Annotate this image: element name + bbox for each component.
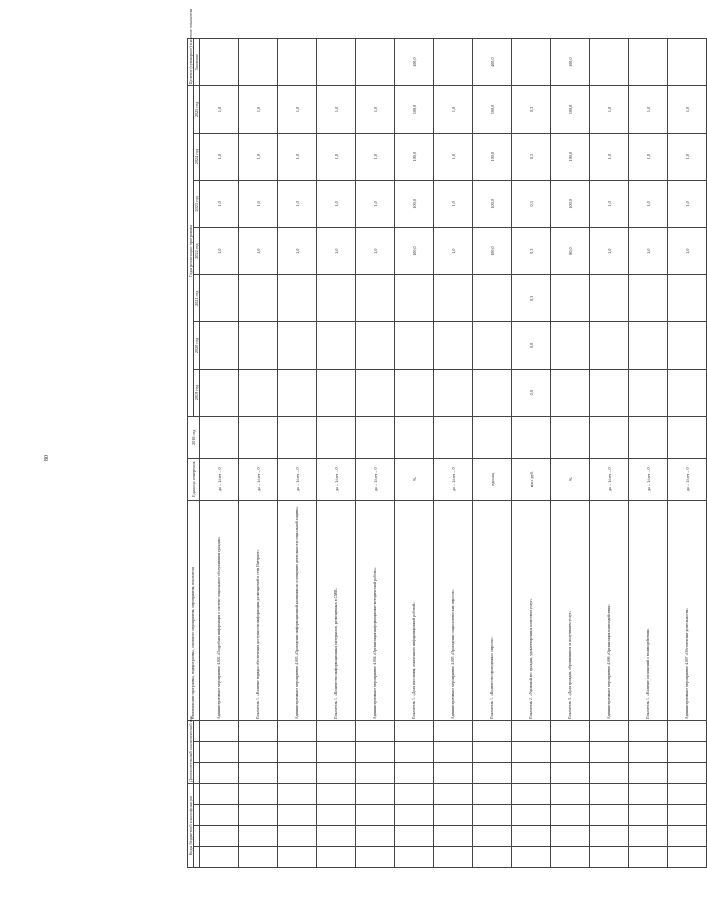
row-value xyxy=(317,369,356,416)
row-value xyxy=(239,39,278,86)
row-value xyxy=(590,369,629,416)
code-cell xyxy=(239,826,278,847)
row-value xyxy=(473,416,512,458)
page-number: 80 xyxy=(44,455,50,461)
row-value xyxy=(200,322,239,369)
code-cell xyxy=(512,826,551,847)
row-value: 0,3 xyxy=(512,133,551,180)
row-value: 100,0 xyxy=(395,180,434,227)
code-cell xyxy=(200,721,239,742)
code-cell xyxy=(395,826,434,847)
row-unit: единиц xyxy=(473,458,512,500)
row-value: 1,0 xyxy=(278,227,317,274)
row-value: 1,0 xyxy=(590,86,629,133)
rotated-table-container xyxy=(187,9,690,868)
row-value: 1,0 xyxy=(278,86,317,133)
row-value: 100,0 xyxy=(395,86,434,133)
row-value xyxy=(668,369,707,416)
row-value: 1,0 xyxy=(668,86,707,133)
code-cell xyxy=(473,784,512,805)
code-cell xyxy=(395,763,434,784)
code-cell xyxy=(668,805,707,826)
codes-budget-header: Коды бюджетной классификации xyxy=(188,784,194,868)
row-unit: % xyxy=(395,458,434,500)
row-value xyxy=(200,39,239,86)
code-cell xyxy=(629,784,668,805)
code-cell xyxy=(434,763,473,784)
row-value xyxy=(200,275,239,322)
row-unit: да – 1/нет – 0 xyxy=(590,458,629,500)
code-cell xyxy=(395,847,434,868)
row-value xyxy=(434,416,473,458)
row-value xyxy=(395,322,434,369)
code-cell xyxy=(278,721,317,742)
table-row xyxy=(356,39,395,868)
row-value xyxy=(395,369,434,416)
row-value: 1,0 xyxy=(317,227,356,274)
row-value xyxy=(317,322,356,369)
code-cell xyxy=(629,742,668,763)
code-cell xyxy=(590,847,629,868)
row-value xyxy=(239,416,278,458)
code-cell xyxy=(551,742,590,763)
code-cell xyxy=(551,847,590,868)
code-cell xyxy=(590,805,629,826)
code-cell xyxy=(551,763,590,784)
code-cell xyxy=(590,763,629,784)
row-value xyxy=(200,369,239,416)
row-value xyxy=(512,416,551,458)
final-header: Целевое (суммарное) значение показателя xyxy=(188,9,193,85)
code-cell xyxy=(356,826,395,847)
code-cell xyxy=(668,784,707,805)
row-value xyxy=(278,275,317,322)
row-value xyxy=(551,369,590,416)
table-row xyxy=(551,39,590,868)
row-value: 100,0 xyxy=(395,227,434,274)
row-value xyxy=(551,322,590,369)
year-header: 2020 год xyxy=(194,322,200,369)
code-cell xyxy=(356,721,395,742)
row-value xyxy=(473,322,512,369)
row-value: 1,0 xyxy=(590,133,629,180)
year-header: 2024 год xyxy=(194,133,200,180)
row-value xyxy=(434,39,473,86)
code-cell xyxy=(668,763,707,784)
code-cell xyxy=(512,763,551,784)
code-cell xyxy=(512,847,551,868)
row-value xyxy=(668,416,707,458)
table-row xyxy=(239,39,278,868)
row-value: 1,0 xyxy=(356,227,395,274)
row-value xyxy=(629,322,668,369)
row-name: Показатель 3. «Доля граждан, обратившихся за получением услуг» xyxy=(551,500,590,720)
row-value xyxy=(239,369,278,416)
row-unit: да – 1/нет – 0 xyxy=(278,458,317,500)
row-value: 1,0 xyxy=(317,180,356,227)
row-value: 1,0 xyxy=(200,86,239,133)
row-unit: да – 1/нет – 0 xyxy=(200,458,239,500)
year-header: 2021 год xyxy=(194,275,200,322)
row-value xyxy=(239,322,278,369)
code-cell xyxy=(200,763,239,784)
code-cell xyxy=(473,847,512,868)
row-name: Показатель 1. «Количество проведенных опросов» xyxy=(473,500,512,720)
code-cell xyxy=(317,763,356,784)
code-cell xyxy=(590,721,629,742)
code-cell xyxy=(473,742,512,763)
row-value xyxy=(590,39,629,86)
code-cell xyxy=(239,847,278,868)
code-cell xyxy=(551,805,590,826)
row-name: Административное мероприятие 4.006 «Организация взаимодействия» xyxy=(590,500,629,720)
row-value: 1,0 xyxy=(239,227,278,274)
code-cell xyxy=(668,847,707,868)
row-value: 0,3 xyxy=(512,180,551,227)
code-cell xyxy=(473,826,512,847)
code-cell xyxy=(239,721,278,742)
row-value: 0,3 xyxy=(512,275,551,322)
code-cell xyxy=(239,742,278,763)
row-value: 1,0 xyxy=(200,180,239,227)
code-cell xyxy=(551,721,590,742)
code-cell xyxy=(512,784,551,805)
row-value: 0,0 xyxy=(512,322,551,369)
row-value xyxy=(239,275,278,322)
code-cell xyxy=(434,742,473,763)
row-value xyxy=(668,322,707,369)
row-name: Показатель 1. «Наличие соглашений о взаимодействии» xyxy=(629,500,668,720)
row-unit: да – 1/нет – 0 xyxy=(629,458,668,500)
code-cell xyxy=(668,826,707,847)
code-cell xyxy=(629,826,668,847)
table-body xyxy=(200,39,707,868)
code-cell xyxy=(590,826,629,847)
code-cell xyxy=(668,742,707,763)
row-value xyxy=(317,39,356,86)
row-value: 1,0 xyxy=(629,86,668,133)
code-cell xyxy=(356,763,395,784)
table-row xyxy=(434,39,473,868)
row-value xyxy=(356,369,395,416)
code-cell xyxy=(356,784,395,805)
row-value: 1,0 xyxy=(239,133,278,180)
row-value: 1,0 xyxy=(590,180,629,227)
row-value: 80,0 xyxy=(551,227,590,274)
code-cell xyxy=(278,847,317,868)
year-header: 2025 год xyxy=(194,86,200,133)
implementation-header: Годы реализации программы xyxy=(188,86,194,416)
code-cell xyxy=(473,805,512,826)
code-cell xyxy=(317,784,356,805)
row-value: 100,0 xyxy=(473,133,512,180)
row-value xyxy=(356,322,395,369)
code-cell xyxy=(629,805,668,826)
code-cell xyxy=(356,742,395,763)
row-value: 1,0 xyxy=(434,133,473,180)
row-value: 100,0 xyxy=(473,86,512,133)
code-cell xyxy=(434,826,473,847)
row-value: 1,0 xyxy=(629,227,668,274)
code-cell xyxy=(434,784,473,805)
row-unit: да – 1/нет – 0 xyxy=(668,458,707,500)
row-name: Административное мероприятие 4.004 «Организация информационно-методической работы» xyxy=(356,500,395,720)
row-value xyxy=(590,416,629,458)
code-cell xyxy=(239,784,278,805)
table-row xyxy=(317,39,356,868)
row-name: Административное мероприятие 4.003 «Проведение информационной кампании по освещению деятельности социальной защиты» xyxy=(278,500,317,720)
row-value xyxy=(317,275,356,322)
row-value: 1,0 xyxy=(317,86,356,133)
row-value: 100,0 xyxy=(551,39,590,86)
unit-header: Единица измерения xyxy=(188,458,200,500)
row-value xyxy=(434,275,473,322)
code-cell xyxy=(434,805,473,826)
row-value xyxy=(668,39,707,86)
year-header: 2023 год xyxy=(194,180,200,227)
code-cell xyxy=(551,784,590,805)
code-cell xyxy=(200,847,239,868)
row-value xyxy=(629,39,668,86)
row-value: 100,0 xyxy=(551,133,590,180)
year-header: 2022 год xyxy=(194,227,200,274)
table-row xyxy=(473,39,512,868)
row-value: 100,0 xyxy=(473,180,512,227)
row-value xyxy=(278,322,317,369)
row-value xyxy=(668,275,707,322)
row-value: 1,0 xyxy=(278,180,317,227)
row-unit: да – 1/нет – 0 xyxy=(317,458,356,500)
row-value: 1,0 xyxy=(200,133,239,180)
code-cell xyxy=(317,742,356,763)
code-cell xyxy=(551,826,590,847)
row-value xyxy=(512,39,551,86)
code-cell xyxy=(200,826,239,847)
row-value: 1,0 xyxy=(590,227,629,274)
row-value: 1,0 xyxy=(629,133,668,180)
code-cell xyxy=(239,805,278,826)
row-value: 100,0 xyxy=(395,133,434,180)
row-value xyxy=(551,416,590,458)
row-unit: да – 1/нет – 0 xyxy=(356,458,395,500)
code-cell xyxy=(395,742,434,763)
table-row xyxy=(512,39,551,868)
final-sub-header: Значение xyxy=(194,39,200,86)
row-value xyxy=(200,416,239,458)
row-value: 1,0 xyxy=(668,133,707,180)
code-cell xyxy=(668,721,707,742)
row-value xyxy=(356,416,395,458)
analytic-code-header: Дополнительный аналитический код xyxy=(188,716,193,783)
code-cell xyxy=(629,847,668,868)
row-value: 1,0 xyxy=(278,133,317,180)
code-cell xyxy=(395,805,434,826)
row-unit: да – 1/нет – 0 xyxy=(239,458,278,500)
row-value: 1,0 xyxy=(317,133,356,180)
row-value xyxy=(434,322,473,369)
row-value: 1,0 xyxy=(434,180,473,227)
table-row xyxy=(668,39,707,868)
row-value xyxy=(356,39,395,86)
code-cell xyxy=(473,721,512,742)
row-value: 1,0 xyxy=(200,227,239,274)
code-cell xyxy=(434,721,473,742)
row-name: Административное мероприятие 4.005 «Проведение социологических опросов» xyxy=(434,500,473,720)
code-cell xyxy=(590,742,629,763)
row-name: Показатель 1. «Доля населения, охваченного информационной работой» xyxy=(395,500,434,720)
program-table xyxy=(187,9,707,868)
row-value xyxy=(473,369,512,416)
table-row xyxy=(590,39,629,868)
row-value: 1,0 xyxy=(356,86,395,133)
row-value: 1,0 xyxy=(239,86,278,133)
code-cell xyxy=(512,742,551,763)
table-row xyxy=(200,39,239,868)
row-value xyxy=(590,275,629,322)
row-value: 100,0 xyxy=(551,86,590,133)
row-value: 100,0 xyxy=(395,39,434,86)
table-row xyxy=(278,39,317,868)
code-cell xyxy=(395,721,434,742)
year-header: 2019 год xyxy=(194,369,200,416)
row-value: 1,0 xyxy=(239,180,278,227)
row-value: 1,0 xyxy=(629,180,668,227)
row-unit: да – 1/нет – 0 xyxy=(434,458,473,500)
code-cell xyxy=(200,805,239,826)
code-cell xyxy=(239,763,278,784)
table-row xyxy=(395,39,434,868)
code-cell xyxy=(317,805,356,826)
code-cell xyxy=(317,721,356,742)
row-value xyxy=(395,275,434,322)
row-name: Показатель 1. «Наличие порядка обеспечения доступности информации, размещаемой в сети Интернет» xyxy=(239,500,278,720)
code-cell xyxy=(395,784,434,805)
row-value xyxy=(551,275,590,322)
row-name: Показатель 2. «Удельный вес граждан, удовлетворенных качеством услуг» xyxy=(512,500,551,720)
row-value: 100,0 xyxy=(473,227,512,274)
row-value xyxy=(473,275,512,322)
row-value xyxy=(590,322,629,369)
row-value: 1,0 xyxy=(668,180,707,227)
year-2018-header: 2018 год xyxy=(188,416,200,458)
row-name: Административное мероприятие 4.002 «Подробная информация о системе социального обслуживания граждан» xyxy=(200,500,239,720)
row-value: 100,0 xyxy=(551,180,590,227)
row-value xyxy=(356,275,395,322)
code-cell xyxy=(200,784,239,805)
code-cell xyxy=(590,784,629,805)
code-cell xyxy=(278,763,317,784)
code-cell xyxy=(278,742,317,763)
row-value: 0,3 xyxy=(512,227,551,274)
code-cell xyxy=(278,826,317,847)
code-cell xyxy=(512,721,551,742)
row-value xyxy=(317,416,356,458)
row-value: 0,0 xyxy=(512,369,551,416)
row-name: Показатель 1. «Количество информационных материалов, размещенных в СМИ» xyxy=(317,500,356,720)
row-unit: млн. руб. xyxy=(512,458,551,500)
row-value xyxy=(629,416,668,458)
code-cell xyxy=(278,805,317,826)
table-row xyxy=(629,39,668,868)
row-value: 400,0 xyxy=(473,39,512,86)
code-cell xyxy=(512,805,551,826)
row-value: 1,0 xyxy=(668,227,707,274)
code-cell xyxy=(278,784,317,805)
code-cell xyxy=(317,826,356,847)
row-unit: % xyxy=(551,458,590,500)
row-name: Административное мероприятие 4.007 «Обеспечение деятельности» xyxy=(668,500,707,720)
row-value: 0,3 xyxy=(512,86,551,133)
code-cell xyxy=(317,847,356,868)
row-value xyxy=(629,275,668,322)
code-cell xyxy=(356,805,395,826)
code-cell xyxy=(356,847,395,868)
row-value xyxy=(278,416,317,458)
code-cell xyxy=(473,763,512,784)
code-cell xyxy=(629,763,668,784)
code-cell xyxy=(629,721,668,742)
row-value: 1,0 xyxy=(434,227,473,274)
row-value: 1,0 xyxy=(434,86,473,133)
row-value: 1,0 xyxy=(356,133,395,180)
code-cell xyxy=(200,742,239,763)
row-value xyxy=(629,369,668,416)
program-name-header: Наименование программы, подпрограммы, основного мероприятия, мероприятия, показателя xyxy=(188,500,200,720)
row-value xyxy=(278,369,317,416)
row-value: 1,0 xyxy=(356,180,395,227)
code-cell xyxy=(434,847,473,868)
row-value xyxy=(278,39,317,86)
row-value xyxy=(434,369,473,416)
row-value xyxy=(395,416,434,458)
